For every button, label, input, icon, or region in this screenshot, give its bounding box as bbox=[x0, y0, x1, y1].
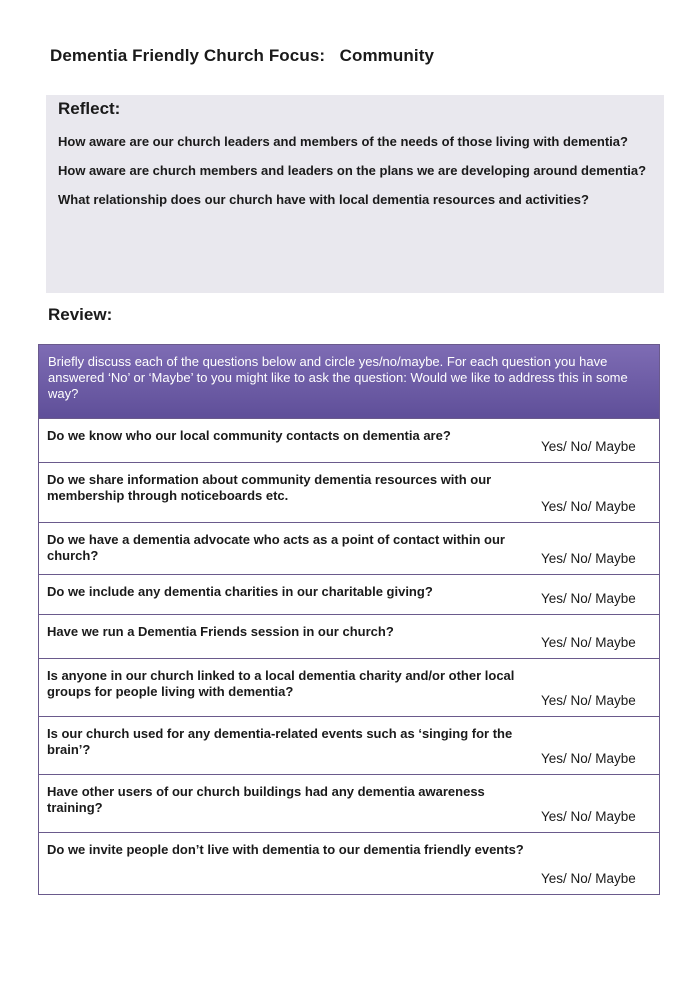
answer-options[interactable]: Yes/ No/ Maybe bbox=[541, 635, 636, 650]
answer-options[interactable]: Yes/ No/ Maybe bbox=[541, 551, 636, 566]
review-question: Have we run a Dementia Friends session in our church? bbox=[47, 624, 394, 639]
answer-options[interactable]: Yes/ No/ Maybe bbox=[541, 439, 636, 454]
review-heading: Review: bbox=[48, 305, 113, 324]
table-row bbox=[39, 716, 659, 774]
review-question: Do we invite people don’t live with dementia to our dementia friendly events? bbox=[47, 842, 524, 857]
reflect-question: How aware are our church leaders and members of the needs of those living with dementia? bbox=[58, 134, 628, 149]
table-row bbox=[39, 462, 659, 522]
table-row bbox=[39, 522, 659, 574]
review-question: Do we include any dementia charities in our charitable giving? bbox=[47, 584, 433, 599]
table-row bbox=[39, 418, 659, 462]
table-row bbox=[39, 832, 659, 894]
answer-options[interactable]: Yes/ No/ Maybe bbox=[541, 751, 636, 766]
table-row bbox=[39, 774, 659, 832]
review-question: Do we share information about community dementia resources with our membership through noticeboards etc. bbox=[47, 472, 492, 503]
table-row bbox=[39, 574, 659, 614]
table-row bbox=[39, 614, 659, 658]
review-question: Is our church used for any dementia-related events such as ‘singing for the brain’? bbox=[47, 726, 513, 757]
review-question: Have other users of our church buildings had any dementia awareness training? bbox=[47, 784, 485, 815]
review-table bbox=[38, 344, 660, 895]
reflect-question: What relationship does our church have with local dementia resources and activities? bbox=[58, 192, 589, 207]
review-question: Is anyone in our church linked to a local dementia charity and/or other local groups for people living with dementia? bbox=[47, 668, 515, 699]
reflect-section bbox=[46, 95, 664, 293]
reflect-question: How aware are church members and leaders on the plans we are developing around dementia? bbox=[58, 163, 647, 178]
table-row bbox=[39, 658, 659, 716]
page-title: Dementia Friendly Church Focus: Community bbox=[50, 46, 435, 65]
answer-options[interactable]: Yes/ No/ Maybe bbox=[541, 809, 636, 824]
review-question: Do we have a dementia advocate who acts as a point of contact within our church? bbox=[47, 532, 505, 563]
answer-options[interactable]: Yes/ No/ Maybe bbox=[541, 693, 636, 708]
review-question: Do we know who our local community contacts on dementia are? bbox=[47, 428, 451, 443]
reflect-heading: Reflect: bbox=[58, 99, 121, 118]
answer-options[interactable]: Yes/ No/ Maybe bbox=[541, 591, 636, 606]
answer-options[interactable]: Yes/ No/ Maybe bbox=[541, 871, 636, 886]
review-instructions: Briefly discuss each of the questions below and circle yes/no/maybe. For each question you have answered ‘No’ or ‘Maybe’ to you might like to ask the question: Would we like to address this in some way? bbox=[39, 345, 659, 418]
answer-options[interactable]: Yes/ No/ Maybe bbox=[541, 499, 636, 514]
